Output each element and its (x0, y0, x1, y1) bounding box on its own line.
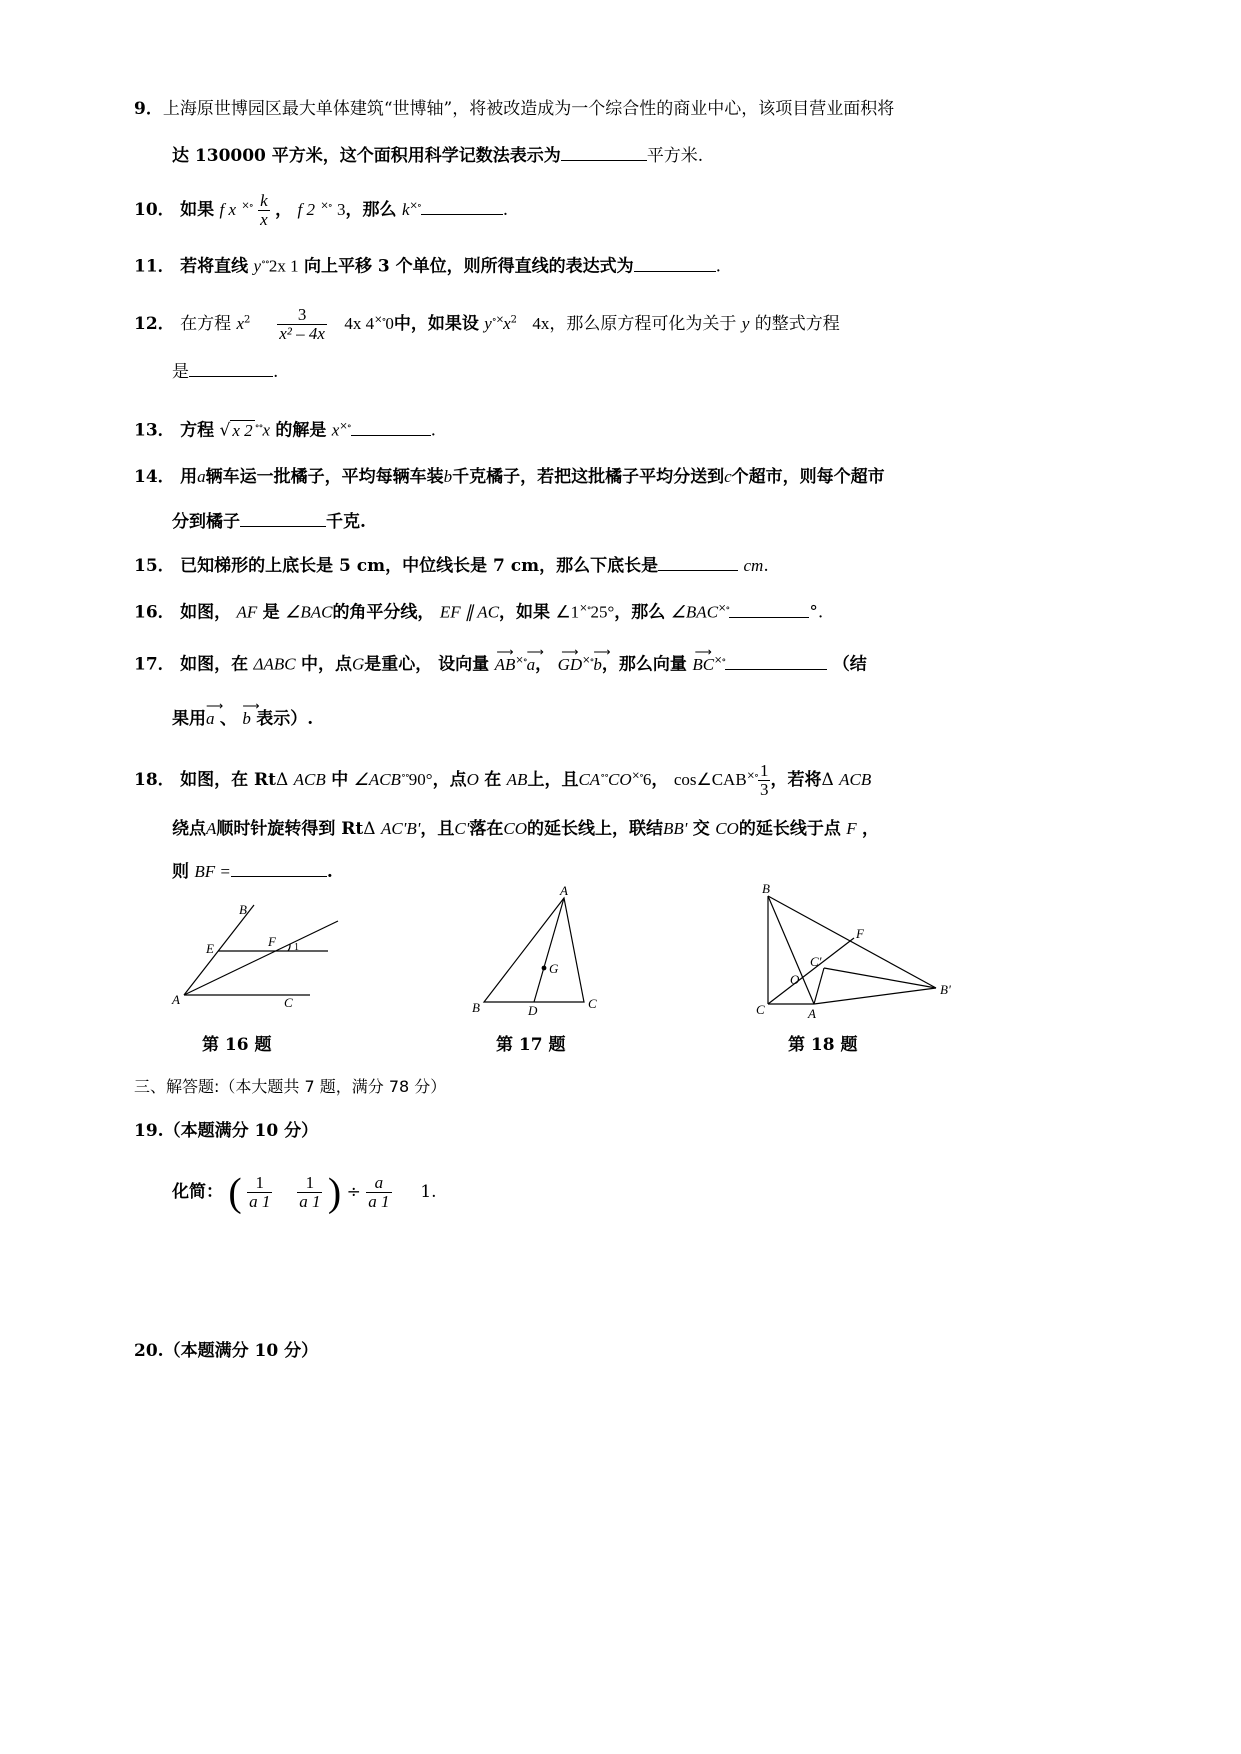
q18-l2b: 顺时针旋转得到 Rt (216, 819, 364, 839)
q18-l2h: ， (862, 819, 880, 839)
equals-symbol: ×∘ (579, 603, 591, 614)
q12-mid: 中，如果设 (393, 314, 479, 334)
q18-ab: AB (506, 770, 528, 789)
answer-blank-11[interactable] (634, 253, 716, 272)
q11-pre: 若将直线 (180, 256, 249, 277)
q18-l2f: 交 (692, 819, 710, 839)
q16-angle1: ∠1 (555, 602, 580, 622)
q16-t4: ，那么 (614, 602, 666, 623)
fig18-line-ba (768, 896, 814, 1004)
question-20-header (134, 1338, 318, 1364)
q10-end: . (502, 200, 509, 220)
q18-l2a: 绕点 (172, 819, 206, 839)
q17-triangle: ΔABC (253, 654, 296, 674)
q19-frac2 (297, 1174, 322, 1211)
equals-symbol: ×∘ (409, 200, 421, 212)
q16-t2: 的角平分线， (332, 602, 435, 623)
q13-pre: 方程 (180, 420, 215, 441)
q14-line2: 分到橘子 (172, 512, 240, 532)
q15-end: . (763, 556, 769, 576)
question-12-line2 (172, 358, 278, 385)
q18-six: 6 (642, 770, 652, 789)
q12-yv: y (741, 314, 750, 333)
q17-line2b: 表示）. (256, 709, 314, 729)
q10-fraction (258, 192, 270, 229)
q16-pre: 如图， (180, 602, 232, 623)
fig16-label-b: B (239, 902, 247, 917)
q18-number: 18． (134, 770, 175, 790)
q17-vb: ⟶ b (242, 706, 251, 732)
q12-rest: 4x 4 (344, 314, 375, 333)
q15-number: 15． (134, 556, 175, 576)
figure-16 (166, 896, 346, 1020)
question-13 (134, 414, 436, 444)
fig16-label-f: F (268, 934, 276, 949)
answer-blank-16[interactable] (729, 599, 809, 618)
q13-number: 13． (134, 420, 175, 441)
q19-pre: 化简： (172, 1182, 223, 1202)
q17-t3: ，那么向量 (601, 654, 687, 675)
q12-number: 12． (134, 314, 175, 334)
frac-num: a (366, 1174, 391, 1193)
fig18-line-cb (824, 968, 936, 988)
q15-text: 已知梯形的上底长是 5 cm，中位线长是 7 cm，那么下底长是 (180, 556, 659, 576)
fig16-label-e: E (206, 941, 214, 956)
q14-pre: 用 (180, 467, 198, 487)
q17-number: 17． (134, 654, 175, 675)
q19-frac3 (366, 1174, 391, 1211)
q16-deg: 25° (590, 602, 615, 622)
section-3-heading: 三、解答题:（本大题共 7 题，满分 78 分） (134, 1077, 447, 1096)
question-14-line2 (172, 508, 366, 535)
frac-num: 1 (297, 1174, 322, 1193)
equals-symbol: ×∘ (515, 655, 527, 666)
fig17-triangle (484, 898, 584, 1002)
triangle-symbol: Δ (821, 770, 834, 790)
fig18-line-ab (814, 988, 936, 1004)
fig18-label-b: B (762, 881, 770, 896)
q11-end: . (715, 256, 722, 277)
question-10 (134, 192, 508, 229)
question-17 (134, 648, 867, 678)
q18-cos: cos∠CAB (673, 770, 747, 789)
q12-fraction (277, 306, 327, 343)
q9-text-line2: 达 130000 平方米，这个面积用科学记数法表示为 (172, 146, 561, 166)
question-9-line2 (172, 142, 703, 169)
q18-co3: CO (715, 819, 739, 838)
q17-vector-gd: ⟶ GD (558, 652, 583, 678)
q18-t5: ，若将 (770, 770, 822, 790)
q16-af: AF (236, 602, 258, 622)
q14-c: c (724, 467, 732, 486)
equals-symbol: ×∘ (241, 200, 253, 212)
answer-blank-14[interactable] (240, 508, 326, 527)
q9-unit: 平方米. (646, 146, 704, 166)
q17-t2: 是重心， 设向量 (364, 654, 490, 675)
q14-number: 14． (134, 467, 175, 487)
q18-f: F (846, 819, 857, 838)
triangle-symbol: Δ (363, 819, 376, 839)
figure-18 (752, 880, 970, 1022)
q18-deg: 90° (408, 770, 433, 789)
left-paren: ( (228, 1169, 242, 1215)
q12-x: x (236, 314, 245, 333)
q14-end: 千克. (326, 512, 366, 532)
question-18 (134, 762, 871, 799)
q10-pre: 如果 (180, 200, 215, 220)
fig18-label-o: O (790, 972, 800, 987)
q12-x2: x (503, 314, 511, 333)
q10-k: k (401, 200, 410, 219)
q18-l2d: 落在 (469, 819, 504, 839)
question-9 (134, 96, 894, 122)
q18-t4: 上，且 (527, 770, 579, 790)
equals-symbol: ∘∘ (261, 257, 269, 268)
frac-den: a 1 (368, 1192, 390, 1211)
q18-l2c: ，且 (420, 819, 455, 839)
answer-blank-10[interactable] (421, 196, 503, 215)
q17-vector-a: ⟶ a (527, 652, 536, 678)
q20-number: 20. (134, 1341, 164, 1361)
q18-co2: CO (503, 819, 527, 838)
frac-num: 1 (759, 761, 769, 780)
answer-blank-13[interactable] (351, 417, 431, 436)
frac-den: a 1 (299, 1192, 321, 1211)
equals-symbol: ∘∘ (600, 770, 608, 782)
right-paren: ) (327, 1169, 342, 1215)
fig17-point-g (542, 966, 547, 971)
q12-post: ，那么原方程可化为关于 (549, 314, 737, 334)
figure-17 (470, 882, 610, 1018)
q14-t2: 千克橘子，若把这批橘子平均分送到 (452, 467, 725, 487)
question-11 (134, 250, 721, 280)
q10-f2: f 2 (297, 200, 315, 219)
q16-number: 16． (134, 602, 175, 623)
q11-y: y (253, 256, 262, 276)
fig16-line-ab (184, 905, 254, 995)
fig18-label-f: F (856, 926, 864, 941)
q17-vector-bc: ⟶ BC (692, 652, 714, 678)
fig18-label-c: C (756, 1002, 765, 1017)
equals-symbol: ×∘ (320, 200, 332, 212)
triangle-symbol: Δ (275, 770, 289, 790)
q18-angle: ∠ACB (353, 770, 401, 789)
q12-pre: 在方程 (180, 314, 232, 334)
q18-o: O (466, 770, 479, 789)
q17-t1: 中，点 (300, 654, 352, 675)
fig18-label-a: A (808, 1006, 816, 1021)
q17-sep: 、 (219, 709, 237, 729)
fig18-label-bprime: B' (940, 982, 951, 997)
q17-pre: 如图，在 (180, 654, 249, 675)
q18-bf: BF = (194, 862, 231, 881)
question-19-header (134, 1118, 318, 1144)
answer-blank-9[interactable] (561, 142, 647, 161)
q19-divide: ÷ (346, 1182, 361, 1202)
q17-g: G (351, 654, 365, 674)
sqrt-sign: √ (219, 420, 231, 441)
q12-4x: 4x (532, 314, 550, 333)
q18-end: . (326, 862, 333, 882)
q13-end: . (430, 420, 437, 441)
q16-t3: ，如果 (499, 602, 551, 623)
q16-bac2: ∠BAC (670, 602, 719, 622)
equals-symbol: ×∘ (374, 314, 386, 326)
q14-t3: 个超市，则每个超市 (731, 467, 885, 487)
q18-a: A (206, 819, 217, 838)
q18-t2: ，点 (432, 770, 467, 790)
frac-den: x (260, 210, 268, 229)
q19-score: （本题满分 10 分） (163, 1121, 319, 1141)
fig16-label-1: 1 (294, 942, 299, 953)
answer-blank-12[interactable] (189, 358, 273, 377)
q10-number: 10． (134, 200, 175, 220)
frac-num: 1 (247, 1174, 272, 1193)
equals-symbol: ×∘ (631, 770, 643, 782)
answer-blank-18[interactable] (231, 858, 327, 877)
q14-a: a (197, 467, 206, 486)
equals-symbol: ×∘ (714, 655, 726, 666)
question-19-expression (172, 1164, 437, 1221)
q18-cp: C' (454, 819, 470, 838)
answer-blank-15[interactable] (658, 552, 738, 571)
frac-num: k (260, 191, 268, 210)
q18-l2e: 的延长线上，联结 (526, 819, 663, 839)
q13-radicand: x 2 (232, 420, 253, 440)
caption-figure-18: 第 18 题 (788, 1035, 858, 1055)
comma: ， (535, 654, 553, 675)
fig18-label-cprime: C' (810, 954, 822, 969)
q16-ef: EF ∥ AC (439, 602, 500, 622)
q18-co: CO (608, 770, 632, 789)
q11-number: 11． (134, 256, 175, 277)
fig17-label-a: A (560, 883, 568, 898)
question-18-line3 (172, 858, 333, 885)
q9-text-line1: 上海原世博园区最大单体建筑“世博轴”，将被改造成为一个综合性的商业中心，该项目营业面积将 (162, 99, 895, 119)
q10-sep: ， (275, 200, 293, 220)
q16-t1: 是 (262, 602, 280, 623)
q18-bb: BB' (662, 819, 688, 838)
fig17-label-c: C (588, 996, 597, 1011)
question-17-line2 (172, 706, 313, 732)
comma: ， (651, 770, 669, 790)
equals-symbol: ×∘ (746, 770, 758, 782)
question-16 (134, 596, 823, 626)
q16-end: °. (809, 602, 824, 623)
q18-pre: 如图，在 Rt (180, 770, 276, 790)
fig16-label-c: C (284, 995, 293, 1010)
fig17-label-b: B (472, 1000, 480, 1015)
q18-fraction (758, 762, 771, 799)
q12-post2: 的整式方程 (754, 314, 840, 334)
fig16-line-af (184, 921, 338, 995)
q19-number: 19. (134, 1121, 164, 1141)
fig17-median-ad (534, 898, 564, 1002)
q18-tri2: ACB (839, 770, 872, 789)
q18-l3: 则 (172, 862, 189, 882)
q18-t1: 中 (331, 770, 349, 790)
q10-fx: f x (219, 200, 237, 219)
q17-vector-ab: ⟶ AB (495, 652, 516, 678)
q12-end: . (273, 362, 279, 382)
frac-num: 3 (277, 306, 327, 325)
q14-t1: 辆车运一批橘子，平均每辆车装 (205, 467, 444, 487)
q18-tri: ACB (293, 770, 326, 789)
q18-l2g: 的延长线于点 (738, 819, 841, 839)
question-12 (134, 306, 840, 343)
q13-x: x (331, 420, 340, 440)
q10-post: ，那么 (345, 200, 397, 220)
q14-b: b (443, 467, 453, 486)
q17-t4: （结 (832, 654, 867, 675)
answer-blank-17[interactable] (725, 651, 827, 670)
q19-tail: 1 (420, 1182, 432, 1202)
q18-ca: CA (578, 770, 601, 789)
q16-bac: ∠BAC (285, 602, 333, 622)
fig18-line-ac (814, 968, 824, 1004)
q17-line2a: 果用 (172, 709, 206, 729)
q11-post: 向上平移 3 个单位，则所得直线的表达式为 (304, 256, 634, 277)
equals-symbol: ×∘ (718, 603, 730, 614)
q17-va: ⟶ a (206, 706, 215, 732)
frac-den: x² – 4x (279, 324, 325, 343)
q12-line2: 是 (172, 362, 189, 382)
q19-end: . (431, 1182, 437, 1202)
q18-tri3: AC'B' (380, 819, 421, 838)
equals-symbol: ×∘ (582, 655, 594, 666)
q18-t3: 在 (484, 770, 502, 790)
superscript: 2 (244, 314, 251, 326)
equals-symbol: ×∘ (339, 421, 351, 432)
q17-vector-b: ⟶ b (593, 652, 602, 678)
question-15 (134, 552, 769, 579)
fig17-label-g: G (549, 961, 559, 976)
frac-den: 3 (759, 780, 769, 799)
equals-symbol: ∘× (491, 314, 504, 326)
q12-zero: 0 (385, 314, 394, 333)
q20-score: （本题满分 10 分） (163, 1341, 319, 1361)
question-18-line2 (172, 816, 879, 842)
superscript: 2 (510, 314, 517, 326)
caption-figure-17: 第 17 题 (496, 1035, 566, 1055)
q13-mid: 的解是 (275, 420, 327, 441)
frac-den: a 1 (249, 1192, 271, 1211)
equals-symbol: ∘∘ (400, 770, 409, 782)
q15-unit: cm (743, 556, 764, 575)
fig17-label-d: D (528, 1003, 538, 1018)
q19-frac1 (247, 1174, 272, 1211)
q11-expr: 2x 1 (268, 256, 299, 276)
q12-y: y (484, 314, 492, 333)
equals-symbol: ∘∘ (254, 421, 263, 432)
q9-number: 9． (134, 99, 163, 119)
caption-figure-16: 第 16 题 (202, 1035, 272, 1055)
question-14 (134, 464, 885, 490)
q10-value: 3 (337, 200, 346, 219)
fig16-label-a: A (172, 992, 180, 1007)
q13-rhs: x (262, 420, 270, 440)
